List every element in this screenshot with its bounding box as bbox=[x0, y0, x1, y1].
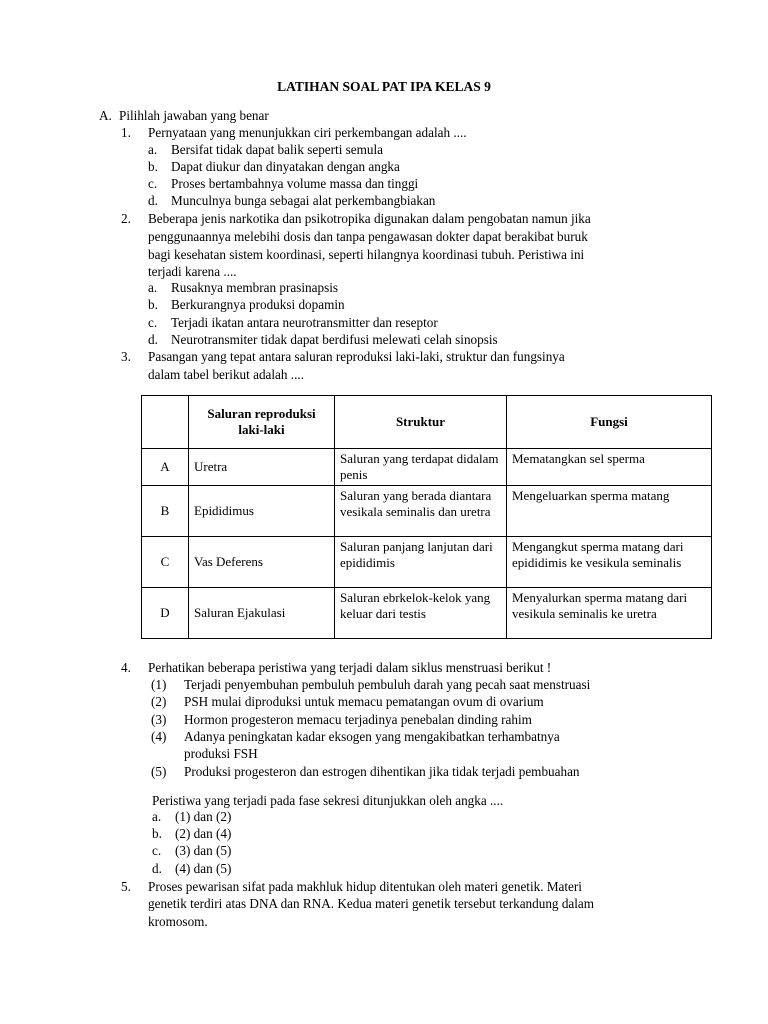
q1-option-letter: b. bbox=[148, 159, 158, 174]
q5-text-line: Proses pewarisan sifat pada makhluk hidup ditentukan oleh materi genetik. Materi bbox=[148, 879, 582, 894]
section-marker: A. bbox=[99, 108, 112, 123]
fungsi-cell: Mengeluarkan sperma matang bbox=[507, 486, 712, 537]
q4-question: Peristiwa yang terjadi pada fase sekresi ditunjukkan oleh angka .... bbox=[152, 793, 504, 808]
q4-item-text: Hormon progesteron memacu terjadinya penebalan dinding rahim bbox=[184, 712, 532, 727]
q4-option-letter: d. bbox=[152, 861, 162, 876]
q4-option-letter: c. bbox=[152, 843, 162, 858]
q4-option-text: (4) dan (5) bbox=[175, 861, 232, 876]
q2-option-text: Berkurangnya produksi dopamin bbox=[171, 297, 345, 312]
q3-text-line: dalam tabel berikut adalah .... bbox=[148, 367, 304, 382]
table-header-cell bbox=[142, 396, 189, 449]
q2-option-letter: b. bbox=[148, 297, 158, 312]
q2-option-letter: d. bbox=[148, 332, 158, 347]
q4-option-letter: a. bbox=[152, 809, 162, 824]
q4-item-text: Terjadi penyembuhan pembuluh pembuluh darah yang pecah saat menstruasi bbox=[184, 677, 591, 692]
q4-text: Perhatikan beberapa peristiwa yang terjadi dalam siklus menstruasi berikut ! bbox=[148, 660, 552, 675]
q4-item-text: Adanya peningkatan kadar eksogen yang mengakibatkan terhambatnya bbox=[184, 729, 560, 744]
q1-option-letter: a. bbox=[148, 142, 158, 157]
struktur-cell: Saluran yang berada diantara vesikala seminalis dan uretra bbox=[335, 486, 507, 537]
section-instruction: Pilihlah jawaban yang benar bbox=[119, 108, 269, 123]
q3-number: 3. bbox=[121, 349, 131, 364]
q1-text: Pernyataan yang menunjukkan ciri perkembangan adalah .... bbox=[148, 125, 467, 140]
struktur-cell: Saluran panjang lanjutan dari epididimis bbox=[335, 537, 507, 588]
q4-item-number: (3) bbox=[151, 712, 167, 727]
fungsi-cell: Mengangkut sperma matang dari epididimis ke vesikula seminalis bbox=[507, 537, 712, 588]
q2-number: 2. bbox=[121, 211, 131, 226]
q5-text-line: genetik terdiri atas DNA dan RNA. Kedua materi genetik tersebut terkandung dalam bbox=[148, 896, 595, 911]
table-row bbox=[142, 588, 712, 639]
q2-option-text: Rusaknya membran prasinapsis bbox=[171, 280, 339, 295]
q4-option-text: (1) dan (2) bbox=[175, 809, 232, 824]
q4-item-number: (5) bbox=[151, 764, 167, 779]
saluran-cell: Vas Deferens bbox=[189, 537, 335, 588]
q4-option-text: (2) dan (4) bbox=[175, 826, 232, 841]
page-title: LATIHAN SOAL PAT IPA KELAS 9 bbox=[277, 79, 491, 94]
q1-option-letter: d. bbox=[148, 193, 158, 208]
q4-number: 4. bbox=[121, 660, 131, 675]
struktur-cell: Saluran ebrkelok-kelok yang keluar dari testis bbox=[335, 588, 507, 639]
row-letter: D bbox=[142, 588, 189, 639]
saluran-cell: Uretra bbox=[189, 449, 335, 486]
table-header-cell: Saluran reproduksi laki-laki bbox=[189, 396, 335, 449]
table-row bbox=[142, 449, 712, 486]
table-header-cell: Fungsi bbox=[507, 396, 712, 449]
row-letter: A bbox=[142, 449, 189, 486]
q2-option-text: Neurotransmiter tidak dapat berdifusi melewati celah sinopsis bbox=[171, 332, 498, 347]
q2-option-letter: a. bbox=[148, 280, 158, 295]
q5-number: 5. bbox=[121, 879, 131, 894]
q2-text-line: penggunaannya melebihi dosis dan tanpa pengawasan dokter dapat berakibat buruk bbox=[148, 229, 588, 244]
saluran-cell: Epididimus bbox=[189, 486, 335, 537]
table-row bbox=[142, 486, 712, 537]
fungsi-cell: Mematangkan sel sperma bbox=[507, 449, 712, 486]
table-row bbox=[142, 537, 712, 588]
q1-option-text: Bersifat tidak dapat balik seperti semula bbox=[171, 142, 384, 157]
q4-item-text: produksi FSH bbox=[184, 746, 258, 761]
q2-option-text: Terjadi ikatan antara neurotransmitter dan reseptor bbox=[171, 315, 438, 330]
q4-item-text: PSH mulai diproduksi untuk memacu pematangan ovum di ovarium bbox=[184, 694, 544, 709]
struktur-cell: Saluran yang terdapat didalam penis bbox=[335, 449, 507, 486]
q1-number: 1. bbox=[121, 125, 131, 140]
q2-text-line: bagi kesehatan sistem koordinasi, seperti hilangnya koordinasi tubuh. Peristiwa ini bbox=[148, 247, 585, 262]
q2-text-line: Beberapa jenis narkotika dan psikotropika digunakan dalam pengobatan namun jika bbox=[148, 211, 591, 226]
q1-option-letter: c. bbox=[148, 176, 158, 191]
q4-item-text: Produksi progesteron dan estrogen dihentikan jika tidak terjadi pembuahan bbox=[184, 764, 580, 779]
q5-text-line: kromosom. bbox=[148, 914, 208, 929]
q1-option-text: Munculnya bunga sebagai alat perkembangbiakan bbox=[171, 193, 436, 208]
q4-option-letter: b. bbox=[152, 826, 162, 841]
q4-option-text: (3) dan (5) bbox=[175, 843, 232, 858]
q2-text-line: terjadi karena .... bbox=[148, 264, 237, 279]
saluran-cell: Saluran Ejakulasi bbox=[189, 588, 335, 639]
table-header-cell: Struktur bbox=[335, 396, 507, 449]
table-header-row bbox=[142, 396, 712, 449]
q4-item-number: (4) bbox=[151, 729, 167, 744]
q1-option-text: Dapat diukur dan dinyatakan dengan angka bbox=[171, 159, 400, 174]
q1-option-text: Proses bertambahnya volume massa dan tinggi bbox=[171, 176, 419, 191]
q3-text-line: Pasangan yang tepat antara saluran reproduksi laki-laki, struktur dan fungsinya bbox=[148, 349, 565, 364]
row-letter: C bbox=[142, 537, 189, 588]
q2-option-letter: c. bbox=[148, 315, 158, 330]
q4-item-number: (1) bbox=[151, 677, 167, 692]
q4-item-number: (2) bbox=[151, 694, 167, 709]
fungsi-cell: Menyalurkan sperma matang dari vesikula seminalis ke uretra bbox=[507, 588, 712, 639]
row-letter: B bbox=[142, 486, 189, 537]
reproduction-table bbox=[141, 395, 712, 639]
